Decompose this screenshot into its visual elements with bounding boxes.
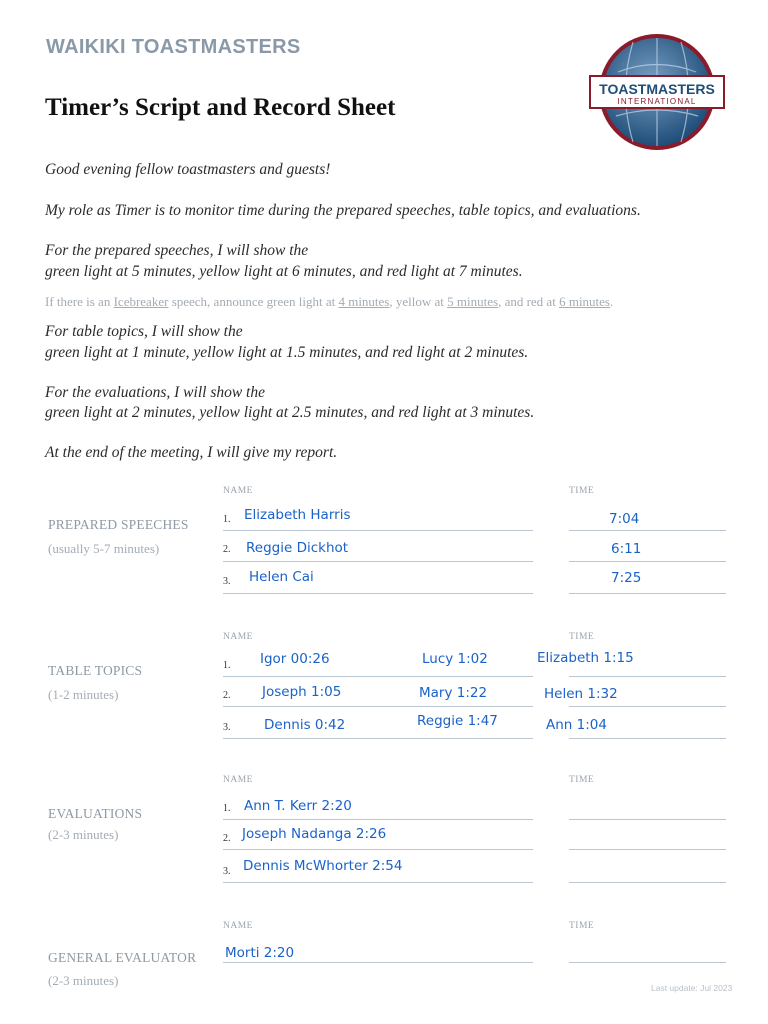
toastmasters-logo [588, 32, 726, 152]
evaluations-label: EVALUATIONS [48, 806, 143, 821]
name-line [223, 882, 533, 883]
name-line [223, 738, 533, 739]
row-number: 1. [223, 514, 231, 525]
row-number: 3. [223, 576, 231, 587]
row-number: 1. [223, 660, 231, 671]
time-line [569, 849, 726, 850]
page-title: Timer’s Script and Record Sheet [45, 94, 396, 121]
evaluator-name: Ann T. Kerr 2:20 [244, 798, 352, 814]
general-evaluator-sub: (2-3 minutes) [48, 973, 119, 988]
topics-label: TABLE TOPICS [48, 663, 143, 678]
script-prepared-1: For the prepared speeches, I will show the [45, 242, 309, 259]
time-line [569, 819, 726, 820]
time-line [569, 676, 726, 677]
name-line [223, 676, 533, 677]
time-line [569, 706, 726, 707]
script-topics-2: green light at 1 minute, yellow light at 1.5 minutes, and red light at 2 minutes. [45, 344, 529, 361]
time-column-header: TIME [569, 775, 595, 785]
evaluator-name: Joseph Nadanga 2:26 [242, 826, 387, 842]
name-line [223, 849, 533, 850]
row-number: 2. [223, 544, 231, 555]
evaluations-sub: (2-3 minutes) [48, 827, 119, 842]
logo-line2: INTERNATIONAL [617, 97, 697, 106]
topic-entry: Ann 1:04 [546, 717, 607, 733]
speaker-name: Helen Cai [249, 569, 314, 585]
script-closing: At the end of the meeting, I will give my report. [45, 444, 338, 461]
last-update: Last update: Jul 2023 [651, 983, 733, 993]
time-line [569, 593, 726, 594]
name-line [223, 561, 533, 562]
topic-entry: Mary 1:22 [419, 685, 488, 701]
club-name: WAIKIKI TOASTMASTERS [46, 36, 301, 58]
general-evaluator-label: GENERAL EVALUATOR [48, 950, 197, 965]
name-column-header: NAME [223, 632, 253, 642]
script-eval-2: green light at 2 minutes, yellow light at 2.5 minutes, and red light at 3 minutes. [45, 404, 535, 421]
icebreaker-note: If there is an Icebreaker speech, announce green light at 4 minutes, yellow at 5 minutes, and red at 6 minutes. [45, 294, 614, 309]
time-line [569, 882, 726, 883]
name-column-header: NAME [223, 775, 253, 785]
evaluator-name: Dennis McWhorter 2:54 [243, 858, 403, 874]
row-number: 3. [223, 866, 231, 877]
name-line [223, 819, 533, 820]
topic-entry: Helen 1:32 [544, 686, 618, 702]
speaker-name: Elizabeth Harris [244, 507, 351, 523]
logo-line1: TOASTMASTERS [599, 81, 715, 97]
script-topics-1: For table topics, I will show the [45, 323, 243, 340]
topic-entry: Joseph 1:05 [262, 684, 342, 700]
topic-entry: Elizabeth 1:15 [537, 650, 634, 666]
time-column-header: TIME [569, 921, 595, 931]
script-role: My role as Timer is to monitor time during the prepared speeches, table topics, and evaluations. [45, 202, 641, 219]
row-number: 1. [223, 803, 231, 814]
speech-time: 7:04 [609, 511, 640, 527]
script-greeting: Good evening fellow toastmasters and guests! [45, 161, 331, 178]
general-evaluator-name: Morti 2:20 [225, 945, 295, 961]
time-line [569, 561, 726, 562]
time-line [569, 530, 726, 531]
time-line [569, 738, 726, 739]
name-column-header: NAME [223, 921, 253, 931]
speech-time: 6:11 [611, 541, 642, 557]
prepared-label: PREPARED SPEECHES [48, 517, 189, 532]
topics-sub: (1-2 minutes) [48, 687, 119, 702]
topic-entry: Dennis 0:42 [264, 717, 346, 733]
time-column-header: TIME [569, 486, 595, 496]
script-prepared-2: green light at 5 minutes, yellow light at 6 minutes, and red light at 7 minutes. [45, 263, 523, 280]
topic-entry: Reggie 1:47 [417, 713, 498, 729]
name-line [223, 530, 533, 531]
row-number: 2. [223, 690, 231, 701]
name-column-header: NAME [223, 486, 253, 496]
name-line [223, 962, 533, 963]
time-line [569, 962, 726, 963]
topic-entry: Igor 00:26 [260, 651, 330, 667]
row-number: 3. [223, 722, 231, 733]
speech-time: 7:25 [611, 570, 642, 586]
topic-entry: Lucy 1:02 [422, 651, 488, 667]
time-column-header: TIME [569, 632, 595, 642]
name-line [223, 593, 533, 594]
row-number: 2. [223, 833, 231, 844]
speaker-name: Reggie Dickhot [246, 540, 349, 556]
prepared-sub: (usually 5-7 minutes) [48, 541, 160, 556]
script-eval-1: For the evaluations, I will show the [45, 384, 265, 401]
name-line [223, 706, 533, 707]
